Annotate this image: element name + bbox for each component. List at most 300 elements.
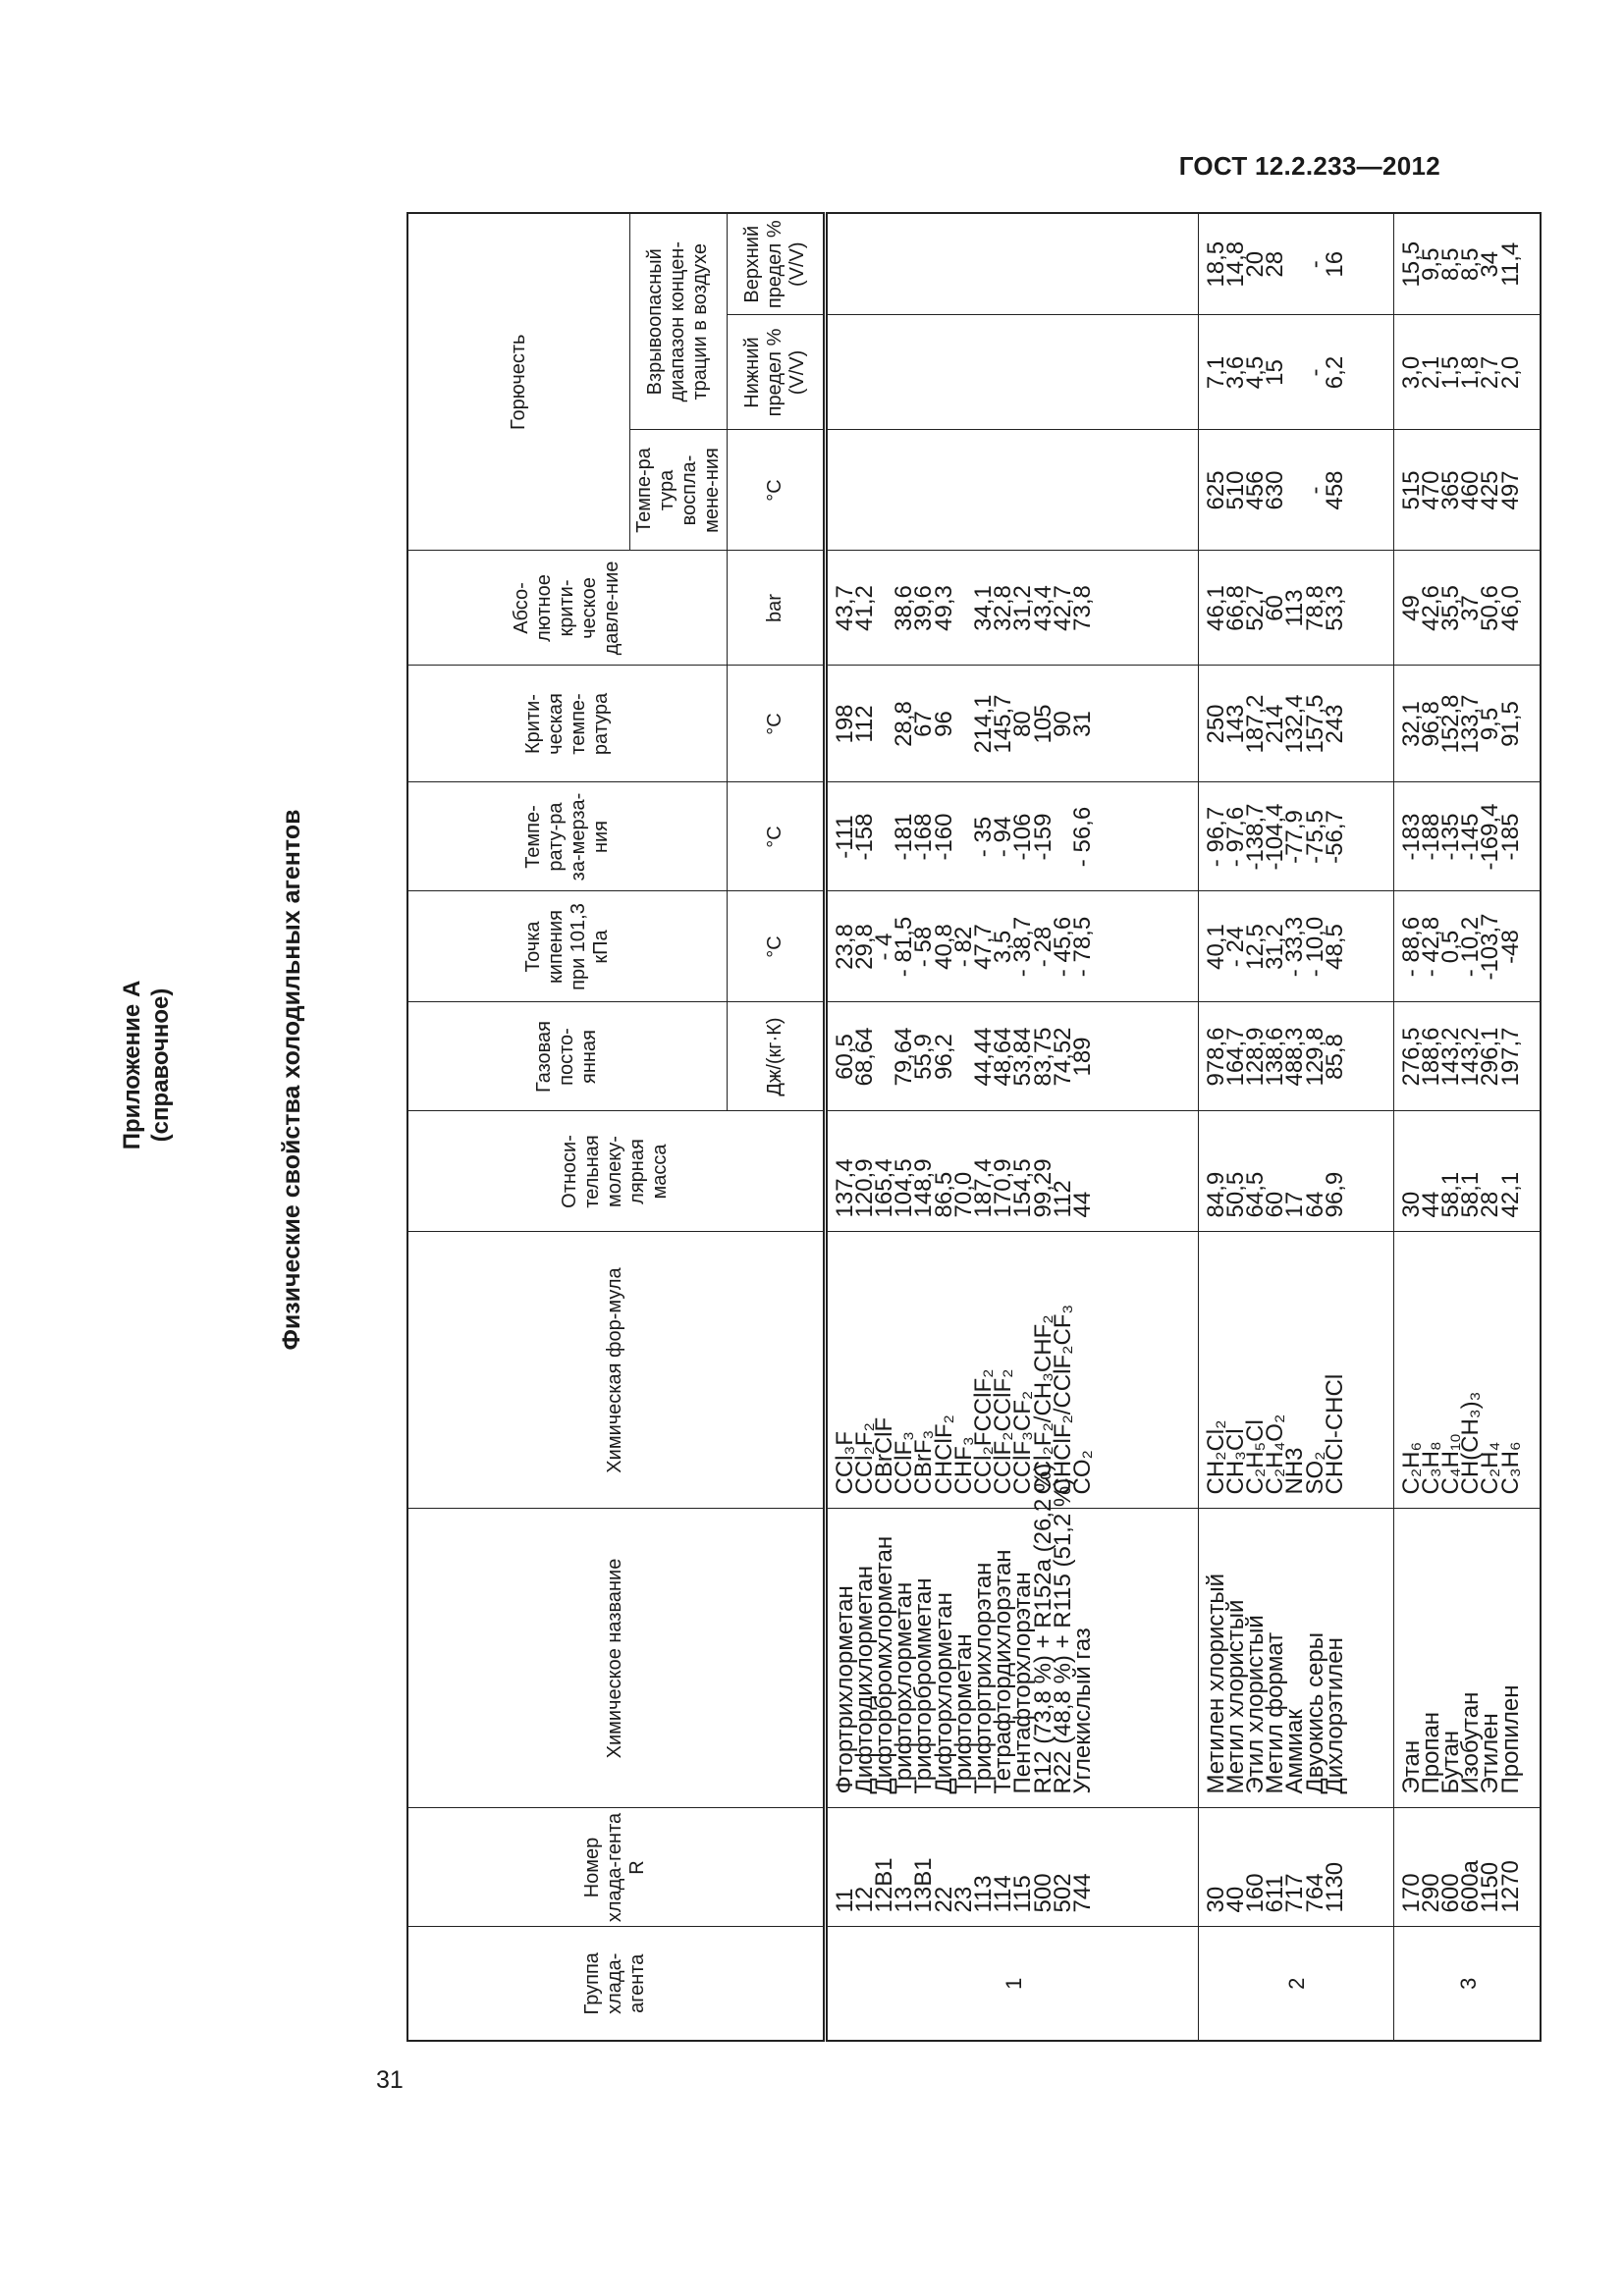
gas-constant-cell xyxy=(825,1002,1198,1111)
chemical-formula: CHF₃ xyxy=(949,1436,977,1495)
critical-temperature: 243 xyxy=(1321,704,1348,744)
molar-mass: 64,5 xyxy=(1241,1171,1269,1218)
chemical-name: Трифторхлорметан xyxy=(891,1581,918,1794)
ignition-temperature: 470 xyxy=(1417,470,1444,510)
freezing-point-cell xyxy=(1198,782,1393,891)
standard-header: ГОСТ 12.2.233—2012 xyxy=(1178,151,1440,181)
ignition-temperature: 625 xyxy=(1202,470,1229,510)
upper-limit-cell xyxy=(825,213,1198,315)
header-boiling-point: Точка кипения при 101,3 кПа xyxy=(407,891,727,1002)
chemical-formula: NH3 xyxy=(1281,1447,1309,1495)
boiling-point: -103,7 xyxy=(1477,913,1504,981)
upper-limit: 8,5 xyxy=(1436,247,1464,281)
header-critical-pressure: Абсо-лютное крити-ческое давле-ние xyxy=(407,551,727,666)
critical-temperature: 9,5 xyxy=(1477,707,1504,741)
ignition-temperature-cell xyxy=(825,430,1198,551)
critical-pressure: 49 xyxy=(1397,595,1425,621)
chemical-name: Трифтортрихлорэтан xyxy=(969,1562,997,1794)
chemical-name: Бутан xyxy=(1436,1730,1464,1794)
molar-mass: 30 xyxy=(1397,1191,1425,1218)
freezing-point: -188 xyxy=(1417,813,1444,861)
unit-boiling-point: °С xyxy=(727,891,825,1002)
freezing-point: - 97,6 xyxy=(1221,806,1249,868)
molar-mass: 165,4 xyxy=(870,1158,897,1218)
chemical-name: Изобутан xyxy=(1457,1691,1485,1794)
ignition-temperature: - xyxy=(1301,486,1328,495)
header-flammability: Горючесть xyxy=(407,213,629,551)
header-number: Номер хлада-гента R xyxy=(407,1808,825,1927)
critical-pressure: 43,4 xyxy=(1029,585,1056,631)
chemical-name: Дихлорэтилен xyxy=(1321,1637,1348,1794)
chemical-formula: CH₃Cl xyxy=(1221,1428,1249,1495)
chemical-formula: CH(CH₃)₃ xyxy=(1457,1391,1485,1495)
molar-mass: 60 xyxy=(1262,1191,1289,1218)
lower-limit: 2,1 xyxy=(1417,355,1444,390)
critical-pressure: 50,6 xyxy=(1477,585,1504,631)
critical-pressure: 41,2 xyxy=(850,585,878,631)
refrigerant-number: 13 xyxy=(891,1886,918,1913)
group-cell: 1 xyxy=(825,1927,1198,2041)
refrigerant-number: 12B1 xyxy=(870,1857,897,1913)
gas-constant: 138,6 xyxy=(1262,1027,1289,1087)
header-critical-temp: Крити-ческая темпе-ратура xyxy=(407,666,727,782)
chemical-name: Углекислый газ xyxy=(1068,1628,1096,1794)
freezing-point: -106 xyxy=(1009,813,1037,861)
chemical-name: Дифторбромхлорметан xyxy=(870,1535,897,1794)
critical-pressure: 43,7 xyxy=(831,585,858,631)
gas-constant: 74,52 xyxy=(1049,1027,1076,1087)
gas-constant: 143,2 xyxy=(1436,1027,1464,1087)
molar-mass: 42,1 xyxy=(1496,1171,1524,1218)
chemical-formula: CHClF₂/CClF₂CF₃ xyxy=(1049,1304,1076,1495)
upper-limit: 34 xyxy=(1477,250,1504,278)
ignition-temperature: 497 xyxy=(1496,470,1524,510)
freezing-point: -56,7 xyxy=(1321,810,1348,864)
refrigerant-number: 170 xyxy=(1397,1873,1425,1913)
upper-limit: 20 xyxy=(1241,250,1269,278)
freezing-point: -77,9 xyxy=(1281,810,1309,864)
header-ignition-temp: Темпе-ра тура воспла-мене-ния xyxy=(629,430,727,551)
chemical-name: Двуокись серы xyxy=(1301,1631,1328,1794)
chemical-name: Трифторбромметан xyxy=(910,1577,938,1794)
chemical-formula: C₄H₁₀ xyxy=(1436,1432,1464,1495)
refrigerant-number: 600a xyxy=(1457,1860,1485,1913)
critical-pressure: 39,6 xyxy=(910,585,938,631)
header-explosive-range: Взрывоопасный диапазон концен-трации в воздухе xyxy=(629,213,727,430)
freezing-point-cell xyxy=(1393,782,1541,891)
molar-mass: 96,9 xyxy=(1321,1171,1348,1218)
chemical-formula: CCl₂FCClF₂ xyxy=(969,1368,997,1495)
freezing-point: -75,5 xyxy=(1301,810,1328,864)
chemical-formula: C₂H₅Cl xyxy=(1241,1419,1269,1495)
upper-limit-cell xyxy=(1198,213,1393,315)
lower-limit-cell xyxy=(1198,315,1393,430)
refrigerant-number: 744 xyxy=(1068,1873,1096,1913)
chemical-name: Метилен хлористый xyxy=(1202,1573,1229,1794)
upper-limit: 15,5 xyxy=(1397,240,1425,288)
critical-pressure: 42,7 xyxy=(1049,585,1076,631)
chemical-name: Пентафторхлорэтан xyxy=(1009,1572,1037,1794)
molar-mass: 137,4 xyxy=(831,1158,858,1218)
chemical-name: Пропилен xyxy=(1496,1684,1524,1794)
header-gas-constant: Газовая посто-янная xyxy=(407,1002,727,1111)
ignition-temperature: 510 xyxy=(1221,470,1249,510)
refrigerant-number-cell xyxy=(1198,1808,1393,1927)
refrigerant-number: 114 xyxy=(990,1875,1017,1913)
molar-mass: 70,0 xyxy=(949,1171,977,1218)
boiling-point: - 82 xyxy=(949,926,977,968)
chemical-name: Этилен xyxy=(1477,1713,1504,1794)
molar-mass-cell xyxy=(1393,1111,1541,1232)
lower-limit: 1,5 xyxy=(1436,355,1464,390)
lower-limit-cell xyxy=(825,315,1198,430)
critical-temperature: 105 xyxy=(1029,704,1056,744)
critical-temperature: 145,7 xyxy=(990,694,1017,754)
critical-pressure: 37 xyxy=(1457,595,1485,621)
gas-constant: 53,84 xyxy=(1009,1027,1037,1087)
critical-pressure: 46,1 xyxy=(1202,585,1229,631)
refrigerant-number: 115 xyxy=(1009,1875,1037,1913)
appendix-title: Приложение А xyxy=(119,980,145,1150)
chemical-name: Трифторметан xyxy=(949,1633,977,1794)
critical-temperature: 133,7 xyxy=(1457,694,1485,754)
chemical-name: Этан xyxy=(1397,1739,1425,1794)
molar-mass: 84,9 xyxy=(1202,1171,1229,1218)
gas-constant: 44,44 xyxy=(969,1027,997,1087)
refrigerant-number: 502 xyxy=(1049,1873,1076,1913)
gas-constant: 68,64 xyxy=(850,1027,878,1087)
critical-temperature: 96 xyxy=(930,711,957,737)
critical-temperature: 67 xyxy=(910,711,938,737)
unit-ignition-temp: °С xyxy=(727,430,825,551)
molar-mass: 104,5 xyxy=(891,1158,918,1218)
chemical-formula: CClF₃ xyxy=(891,1431,918,1495)
boiling-point: - 4 xyxy=(870,933,897,961)
boiling-point: - 10,0 xyxy=(1301,916,1328,978)
gas-constant: 978,6 xyxy=(1202,1027,1229,1087)
critical-pressure: 38,6 xyxy=(891,585,918,631)
freezing-point: - 56,6 xyxy=(1068,806,1096,868)
gas-constant: 197,7 xyxy=(1496,1027,1524,1087)
ignition-temperature: 425 xyxy=(1477,470,1504,510)
upper-limit: 9,5 xyxy=(1417,247,1444,281)
gas-constant: 128,9 xyxy=(1241,1027,1269,1087)
lower-limit: 7,1 xyxy=(1202,355,1229,390)
chemical-name: Метил хлористый xyxy=(1221,1599,1249,1794)
critical-temperature: 90 xyxy=(1049,711,1076,737)
chemical-name: Аммиак xyxy=(1281,1709,1309,1794)
refrigerant-number: 23 xyxy=(949,1886,977,1913)
chemical-formula-cell xyxy=(825,1232,1198,1509)
appendix-subtitle: (справочное) xyxy=(147,988,174,1143)
upper-limit: 11,4 xyxy=(1496,241,1524,287)
freezing-point: -159 xyxy=(1029,813,1056,861)
header-name: Химическое название xyxy=(407,1509,825,1808)
freezing-point: -158 xyxy=(850,813,878,861)
critical-temperature: 214,1 xyxy=(969,694,997,754)
critical-pressure: 53,3 xyxy=(1321,585,1348,631)
chemical-formula: CClF₂CClF₂ xyxy=(990,1368,1017,1495)
freezing-point: -111 xyxy=(831,815,858,859)
gas-constant-cell xyxy=(1198,1002,1393,1111)
chemical-formula-cell xyxy=(1198,1232,1393,1509)
gas-constant: 143,2 xyxy=(1457,1027,1485,1087)
ignition-temperature: 458 xyxy=(1321,470,1348,510)
lower-limit: 15 xyxy=(1262,359,1289,386)
refrigerant-number: 11 xyxy=(831,1888,858,1913)
gas-constant: 60,5 xyxy=(831,1034,858,1080)
chemical-formula: CBrF₃ xyxy=(910,1429,938,1495)
ignition-temperature: 365 xyxy=(1436,470,1464,510)
chemical-name: R12 (73,8 %) + R152a (26,2 %) xyxy=(1029,1463,1056,1794)
chemical-name: Фтортрихлорметан xyxy=(831,1585,858,1794)
molar-mass: 50,5 xyxy=(1221,1171,1249,1218)
boiling-point-cell xyxy=(1198,891,1393,1002)
critical-temperature: 250 xyxy=(1202,704,1229,744)
chemical-name: Этил хлористый xyxy=(1241,1615,1269,1794)
critical-temperature: 28,8 xyxy=(891,701,918,747)
critical-temperature: 96,8 xyxy=(1417,701,1444,747)
molar-mass: 44 xyxy=(1417,1191,1444,1218)
ignition-temperature: 456 xyxy=(1241,470,1269,510)
gas-constant: 85,8 xyxy=(1321,1034,1348,1080)
freezing-point: -181 xyxy=(891,813,918,861)
lower-limit: 6,2 xyxy=(1321,355,1348,390)
group-row xyxy=(1393,213,1541,2041)
group-cell: 3 xyxy=(1393,1927,1541,2041)
group-cell: 2 xyxy=(1198,1927,1393,2041)
freezing-point: - 96,7 xyxy=(1202,806,1229,868)
upper-limit: 28 xyxy=(1262,250,1289,278)
critical-pressure-cell xyxy=(1393,551,1541,666)
boiling-point: - 28 xyxy=(1029,926,1056,968)
boiling-point: - 88,6 xyxy=(1397,916,1425,978)
critical-pressure: 42,6 xyxy=(1417,585,1444,631)
chemical-formula: SO₂ xyxy=(1301,1451,1328,1495)
molar-mass: 187,4 xyxy=(969,1158,997,1218)
boiling-point: 40,8 xyxy=(930,924,957,970)
critical-pressure: 46,0 xyxy=(1496,585,1524,631)
gas-constant: 488,3 xyxy=(1281,1027,1309,1087)
refrigerant-number: 12 xyxy=(850,1886,878,1913)
chemical-formula: CCl₂F₂/CH₃CHF₂ xyxy=(1029,1314,1056,1495)
upper-limit: 14,8 xyxy=(1221,240,1249,288)
unit-critical-temp: °С xyxy=(727,666,825,782)
lower-limit: 1,8 xyxy=(1457,355,1485,390)
gas-constant: 164,7 xyxy=(1221,1027,1249,1087)
boiling-point: 47,7 xyxy=(969,924,997,970)
refrigerant-number: 611 xyxy=(1262,1875,1289,1913)
chemical-formula: CO₂ xyxy=(1068,1450,1096,1495)
boiling-point: 40,1 xyxy=(1202,924,1229,970)
unit-critical-pressure: bar xyxy=(727,551,825,666)
refrigerant-number: 1150 xyxy=(1477,1861,1504,1913)
boiling-point: 0,5 xyxy=(1436,930,1464,964)
critical-pressure: 66,8 xyxy=(1221,585,1249,631)
header-group: Группа хлада-агента xyxy=(407,1927,825,2041)
gas-constant: 188,6 xyxy=(1417,1027,1444,1087)
molar-mass: 58,1 xyxy=(1457,1171,1485,1218)
molar-mass: 99,29 xyxy=(1029,1158,1056,1218)
upper-limit-cell xyxy=(1393,213,1541,315)
molar-mass: 44 xyxy=(1068,1191,1096,1218)
freezing-point: -135 xyxy=(1436,813,1464,861)
upper-limit: 8,5 xyxy=(1457,247,1485,281)
boiling-point: - 42,8 xyxy=(1417,916,1444,978)
header-molar-mass: Относи-тельная молеку-лярная масса xyxy=(407,1111,825,1232)
boiling-point: 31,2 xyxy=(1262,924,1289,970)
critical-pressure: 34,1 xyxy=(969,585,997,631)
freezing-point: -183 xyxy=(1397,813,1425,861)
critical-temperature: 143 xyxy=(1221,704,1249,744)
critical-temperature-cell xyxy=(825,666,1198,782)
critical-pressure: 113 xyxy=(1281,589,1309,627)
chemical-name-cell xyxy=(1198,1509,1393,1808)
refrigerant-number: 717 xyxy=(1281,1873,1309,1913)
unit-gas-constant: Дж/(кг·К) xyxy=(727,1002,825,1111)
boiling-point: - 45,6 xyxy=(1049,916,1076,978)
molar-mass: 86,5 xyxy=(930,1171,957,1218)
table-title: Физические свойства холодильных агентов xyxy=(278,809,305,1351)
ignition-temperature: 515 xyxy=(1397,470,1425,510)
chemical-formula: CHCl-CHCl xyxy=(1321,1373,1348,1495)
freezing-point: -160 xyxy=(930,813,957,861)
chemical-name: Метил формат xyxy=(1262,1631,1289,1794)
critical-pressure: 31,2 xyxy=(1009,585,1037,631)
unit-freezing-point: °С xyxy=(727,782,825,891)
refrigerant-number: 764 xyxy=(1301,1873,1328,1913)
chemical-name: R22 (48,8 %) + R115 (51,2 %) xyxy=(1049,1477,1076,1794)
chemical-name: Дифтордихлорметан xyxy=(850,1566,878,1794)
upper-limit: 16 xyxy=(1321,250,1348,278)
header-formula: Химическая фор-мула xyxy=(407,1232,825,1509)
boiling-point: 48,5 xyxy=(1321,924,1348,970)
table-header xyxy=(407,213,825,2041)
refrigerant-number: 600 xyxy=(1436,1873,1464,1913)
chemical-name-cell xyxy=(1393,1509,1541,1808)
chemical-formula: C₂H₄ xyxy=(1477,1441,1504,1495)
refrigerant-number: 290 xyxy=(1417,1873,1444,1913)
lower-limit: 4,5 xyxy=(1241,355,1269,390)
ignition-temperature: 460 xyxy=(1457,470,1485,510)
boiling-point-cell xyxy=(1393,891,1541,1002)
freezing-point: -145 xyxy=(1457,813,1485,861)
header-freezing-point: Темпе-рату-ра за-мерза-ния xyxy=(407,782,727,891)
refrigerant-number: 113 xyxy=(969,1875,997,1913)
chemical-formula: C₃H₆ xyxy=(1496,1441,1524,1495)
gas-constant: 129,8 xyxy=(1301,1027,1328,1087)
chemical-formula: CCl₃F xyxy=(831,1431,858,1495)
refrigerant-number-cell xyxy=(825,1808,1198,1927)
molar-mass: 170,9 xyxy=(990,1158,1017,1218)
upper-limit: 18,5 xyxy=(1202,240,1229,288)
refrigerant-number: 1130 xyxy=(1321,1861,1348,1913)
gas-constant: 296,1 xyxy=(1477,1027,1504,1087)
refrigerant-properties-table-rotated xyxy=(406,214,1524,2042)
freezing-point: - 94 xyxy=(990,816,1017,858)
boiling-point: - 78,5 xyxy=(1068,916,1096,978)
critical-temperature: 187,2 xyxy=(1241,694,1269,754)
critical-temperature: 214 xyxy=(1262,704,1289,744)
lower-limit: 3,6 xyxy=(1221,355,1249,390)
lower-limit: - xyxy=(1301,368,1328,377)
chemical-name: Тетрафтордихлорэтан xyxy=(990,1549,1017,1794)
freezing-point: -169,4 xyxy=(1477,803,1504,871)
boiling-point: - 10,2 xyxy=(1457,916,1485,978)
boiling-point: - 38,7 xyxy=(1009,916,1037,978)
refrigerant-number: 1270 xyxy=(1496,1860,1524,1913)
critical-pressure-cell xyxy=(825,551,1198,666)
lower-limit: 3,0 xyxy=(1397,355,1425,390)
boiling-point: - 81,5 xyxy=(891,916,918,978)
molar-mass: 28 xyxy=(1477,1191,1504,1218)
critical-pressure: 60 xyxy=(1262,595,1289,621)
molar-mass: 148,9 xyxy=(910,1158,938,1218)
critical-pressure: 32,8 xyxy=(990,585,1017,631)
critical-temperature: 80 xyxy=(1009,711,1037,737)
group-row xyxy=(1198,213,1393,2041)
molar-mass: 154,5 xyxy=(1009,1158,1037,1218)
molar-mass: 58,1 xyxy=(1436,1171,1464,1218)
appendix-heading xyxy=(118,888,175,1242)
ignition-temperature-cell xyxy=(1393,430,1541,551)
boiling-point: - 58 xyxy=(910,926,938,968)
chemical-name: Пропан xyxy=(1417,1711,1444,1794)
molar-mass: 64 xyxy=(1301,1191,1328,1218)
refrigerant-number: 22 xyxy=(930,1886,957,1913)
boiling-point-cell xyxy=(825,891,1198,1002)
critical-temperature: 91,5 xyxy=(1496,701,1524,747)
refrigerant-number: 30 xyxy=(1202,1886,1229,1913)
refrigerant-properties-table xyxy=(406,212,1542,2042)
critical-pressure: 49,3 xyxy=(930,585,957,631)
chemical-formula-cell xyxy=(1393,1232,1541,1509)
refrigerant-number-cell xyxy=(1393,1808,1541,1927)
refrigerant-number: 500 xyxy=(1029,1873,1056,1913)
boiling-point: 3,5 xyxy=(990,930,1017,964)
boiling-point: - 24 xyxy=(1221,926,1249,968)
critical-temperature: 157,5 xyxy=(1301,694,1328,754)
freezing-point: - 35 xyxy=(969,816,997,858)
lower-limit-cell xyxy=(1393,315,1541,430)
critical-temperature: 198 xyxy=(831,704,858,744)
gas-constant: 48,64 xyxy=(990,1027,1017,1087)
freezing-point: -168 xyxy=(910,813,938,861)
boiling-point: - 33,3 xyxy=(1281,916,1309,978)
chemical-name: Дифторхлорметан xyxy=(930,1592,957,1794)
chemical-formula: CHClF₂ xyxy=(930,1415,957,1495)
boiling-point: 12,5 xyxy=(1241,924,1269,970)
freezing-point: -185 xyxy=(1496,813,1524,861)
critical-temperature-cell xyxy=(1198,666,1393,782)
upper-limit: - xyxy=(1301,260,1328,269)
chemical-formula: C₃H₈ xyxy=(1417,1441,1444,1495)
critical-temperature: 132,4 xyxy=(1281,694,1309,754)
critical-temperature: 32,1 xyxy=(1397,701,1425,747)
molar-mass-cell xyxy=(1198,1111,1393,1232)
molar-mass: 112 xyxy=(1049,1180,1076,1218)
critical-temperature-cell xyxy=(1393,666,1541,782)
chemical-formula: C₂H₆ xyxy=(1397,1441,1425,1495)
gas-constant: 189 xyxy=(1068,1037,1096,1077)
gas-constant-cell xyxy=(1393,1002,1541,1111)
lower-limit: 2,0 xyxy=(1496,355,1524,390)
gas-constant: 276,5 xyxy=(1397,1027,1425,1087)
critical-pressure-cell xyxy=(1198,551,1393,666)
refrigerant-number: 13B1 xyxy=(910,1857,938,1913)
critical-temperature: 152,8 xyxy=(1436,694,1464,754)
molar-mass: 17 xyxy=(1281,1191,1309,1218)
